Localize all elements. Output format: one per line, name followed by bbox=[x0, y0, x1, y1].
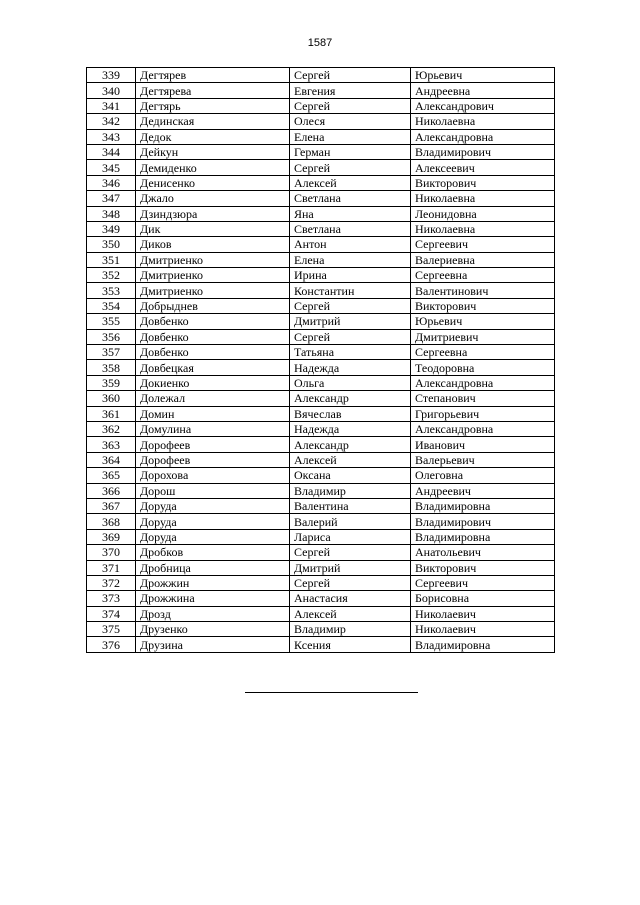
patronymic-cell: Викторович bbox=[411, 175, 555, 190]
last-name-cell: Доруда bbox=[136, 498, 290, 513]
table-row bbox=[87, 637, 555, 652]
row-number-cell: 370 bbox=[87, 545, 136, 560]
table-row bbox=[87, 160, 555, 175]
patronymic-cell: Сергеевич bbox=[411, 237, 555, 252]
first-name-cell: Надежда bbox=[290, 360, 411, 375]
table-row bbox=[87, 68, 555, 83]
table-row bbox=[87, 375, 555, 390]
end-divider-line bbox=[245, 692, 418, 693]
last-name-cell: Дегтярь bbox=[136, 98, 290, 113]
first-name-cell: Олеся bbox=[290, 114, 411, 129]
row-number-cell: 372 bbox=[87, 575, 136, 590]
patronymic-cell: Николаевна bbox=[411, 191, 555, 206]
names-table-body bbox=[87, 68, 555, 653]
row-number-cell: 362 bbox=[87, 421, 136, 436]
table-row bbox=[87, 345, 555, 360]
last-name-cell: Дорош bbox=[136, 483, 290, 498]
patronymic-cell: Леонидовна bbox=[411, 206, 555, 221]
table-row bbox=[87, 452, 555, 467]
row-number-cell: 368 bbox=[87, 514, 136, 529]
first-name-cell: Дмитрий bbox=[290, 314, 411, 329]
row-number-cell: 371 bbox=[87, 560, 136, 575]
last-name-cell: Дрожжин bbox=[136, 575, 290, 590]
last-name-cell: Дрозд bbox=[136, 606, 290, 621]
first-name-cell: Светлана bbox=[290, 221, 411, 236]
row-number-cell: 367 bbox=[87, 498, 136, 513]
table-row bbox=[87, 298, 555, 313]
page-number: 1587 bbox=[307, 37, 333, 49]
table-row bbox=[87, 560, 555, 575]
patronymic-cell: Владимировна bbox=[411, 637, 555, 652]
last-name-cell: Дорофеев bbox=[136, 452, 290, 467]
table-row bbox=[87, 591, 555, 606]
patronymic-cell: Владимирович bbox=[411, 514, 555, 529]
patronymic-cell: Андреевич bbox=[411, 483, 555, 498]
row-number-cell: 345 bbox=[87, 160, 136, 175]
patronymic-cell: Борисовна bbox=[411, 591, 555, 606]
row-number-cell: 359 bbox=[87, 375, 136, 390]
row-number-cell: 348 bbox=[87, 206, 136, 221]
patronymic-cell: Алексеевич bbox=[411, 160, 555, 175]
patronymic-cell: Григорьевич bbox=[411, 406, 555, 421]
patronymic-cell: Степанович bbox=[411, 391, 555, 406]
patronymic-cell: Дмитриевич bbox=[411, 329, 555, 344]
patronymic-cell: Александровна bbox=[411, 375, 555, 390]
row-number-cell: 363 bbox=[87, 437, 136, 452]
last-name-cell: Дрожжина bbox=[136, 591, 290, 606]
first-name-cell: Ирина bbox=[290, 268, 411, 283]
last-name-cell: Дробков bbox=[136, 545, 290, 560]
last-name-cell: Дзиндзюра bbox=[136, 206, 290, 221]
last-name-cell: Довбенко bbox=[136, 329, 290, 344]
first-name-cell: Вячеслав bbox=[290, 406, 411, 421]
last-name-cell: Домин bbox=[136, 406, 290, 421]
table-row bbox=[87, 314, 555, 329]
last-name-cell: Долежал bbox=[136, 391, 290, 406]
first-name-cell: Дмитрий bbox=[290, 560, 411, 575]
first-name-cell: Сергей bbox=[290, 98, 411, 113]
last-name-cell: Джало bbox=[136, 191, 290, 206]
last-name-cell: Домулина bbox=[136, 421, 290, 436]
first-name-cell: Сергей bbox=[290, 575, 411, 590]
patronymic-cell: Валерьевич bbox=[411, 452, 555, 467]
table-row bbox=[87, 575, 555, 590]
last-name-cell: Дедок bbox=[136, 129, 290, 144]
first-name-cell: Евгения bbox=[290, 83, 411, 98]
first-name-cell: Надежда bbox=[290, 421, 411, 436]
first-name-cell: Константин bbox=[290, 283, 411, 298]
patronymic-cell: Юрьевич bbox=[411, 68, 555, 83]
first-name-cell: Оксана bbox=[290, 468, 411, 483]
last-name-cell: Дробница bbox=[136, 560, 290, 575]
table-row bbox=[87, 406, 555, 421]
table-row bbox=[87, 498, 555, 513]
patronymic-cell: Александрович bbox=[411, 98, 555, 113]
patronymic-cell: Викторович bbox=[411, 298, 555, 313]
first-name-cell: Сергей bbox=[290, 160, 411, 175]
row-number-cell: 365 bbox=[87, 468, 136, 483]
table-row bbox=[87, 391, 555, 406]
row-number-cell: 347 bbox=[87, 191, 136, 206]
patronymic-cell: Викторович bbox=[411, 560, 555, 575]
row-number-cell: 355 bbox=[87, 314, 136, 329]
first-name-cell: Сергей bbox=[290, 298, 411, 313]
row-number-cell: 354 bbox=[87, 298, 136, 313]
table-row bbox=[87, 545, 555, 560]
table-row bbox=[87, 114, 555, 129]
first-name-cell: Герман bbox=[290, 144, 411, 159]
table-row bbox=[87, 252, 555, 267]
row-number-cell: 358 bbox=[87, 360, 136, 375]
table-row bbox=[87, 175, 555, 190]
table-row bbox=[87, 237, 555, 252]
first-name-cell: Алексей bbox=[290, 606, 411, 621]
last-name-cell: Дегтярев bbox=[136, 68, 290, 83]
row-number-cell: 341 bbox=[87, 98, 136, 113]
patronymic-cell: Николаевич bbox=[411, 622, 555, 637]
table-row bbox=[87, 421, 555, 436]
last-name-cell: Докиенко bbox=[136, 375, 290, 390]
patronymic-cell: Сергеевич bbox=[411, 575, 555, 590]
row-number-cell: 351 bbox=[87, 252, 136, 267]
patronymic-cell: Николаевна bbox=[411, 221, 555, 236]
row-number-cell: 369 bbox=[87, 529, 136, 544]
first-name-cell: Алексей bbox=[290, 175, 411, 190]
table-row bbox=[87, 221, 555, 236]
last-name-cell: Дмитриенко bbox=[136, 252, 290, 267]
table-row bbox=[87, 529, 555, 544]
last-name-cell: Демиденко bbox=[136, 160, 290, 175]
table-row bbox=[87, 514, 555, 529]
table-row bbox=[87, 98, 555, 113]
patronymic-cell: Владимировна bbox=[411, 529, 555, 544]
last-name-cell: Довбенко bbox=[136, 314, 290, 329]
table-row bbox=[87, 606, 555, 621]
first-name-cell: Валентина bbox=[290, 498, 411, 513]
patronymic-cell: Юрьевич bbox=[411, 314, 555, 329]
row-number-cell: 344 bbox=[87, 144, 136, 159]
patronymic-cell: Сергеевна bbox=[411, 345, 555, 360]
table-row bbox=[87, 206, 555, 221]
names-table bbox=[86, 67, 555, 653]
row-number-cell: 373 bbox=[87, 591, 136, 606]
row-number-cell: 375 bbox=[87, 622, 136, 637]
table-row bbox=[87, 437, 555, 452]
first-name-cell: Валерий bbox=[290, 514, 411, 529]
last-name-cell: Доруда bbox=[136, 529, 290, 544]
first-name-cell: Елена bbox=[290, 129, 411, 144]
last-name-cell: Дейкун bbox=[136, 144, 290, 159]
last-name-cell: Довбенко bbox=[136, 345, 290, 360]
first-name-cell: Лариса bbox=[290, 529, 411, 544]
last-name-cell: Дорохова bbox=[136, 468, 290, 483]
table-row bbox=[87, 360, 555, 375]
patronymic-cell: Валериевна bbox=[411, 252, 555, 267]
row-number-cell: 343 bbox=[87, 129, 136, 144]
first-name-cell: Сергей bbox=[290, 68, 411, 83]
row-number-cell: 364 bbox=[87, 452, 136, 467]
row-number-cell: 340 bbox=[87, 83, 136, 98]
table-row bbox=[87, 622, 555, 637]
row-number-cell: 346 bbox=[87, 175, 136, 190]
last-name-cell: Дмитриенко bbox=[136, 268, 290, 283]
row-number-cell: 349 bbox=[87, 221, 136, 236]
row-number-cell: 361 bbox=[87, 406, 136, 421]
table-row bbox=[87, 83, 555, 98]
row-number-cell: 366 bbox=[87, 483, 136, 498]
row-number-cell: 376 bbox=[87, 637, 136, 652]
row-number-cell: 357 bbox=[87, 345, 136, 360]
first-name-cell: Сергей bbox=[290, 329, 411, 344]
last-name-cell: Дединская bbox=[136, 114, 290, 129]
first-name-cell: Александр bbox=[290, 437, 411, 452]
patronymic-cell: Андреевна bbox=[411, 83, 555, 98]
table-row bbox=[87, 483, 555, 498]
row-number-cell: 352 bbox=[87, 268, 136, 283]
last-name-cell: Дегтярева bbox=[136, 83, 290, 98]
last-name-cell: Друзина bbox=[136, 637, 290, 652]
table-row bbox=[87, 144, 555, 159]
patronymic-cell: Александровна bbox=[411, 129, 555, 144]
patronymic-cell: Иванович bbox=[411, 437, 555, 452]
first-name-cell: Сергей bbox=[290, 545, 411, 560]
first-name-cell: Владимир bbox=[290, 483, 411, 498]
first-name-cell: Светлана bbox=[290, 191, 411, 206]
first-name-cell: Ксения bbox=[290, 637, 411, 652]
row-number-cell: 353 bbox=[87, 283, 136, 298]
table-row bbox=[87, 268, 555, 283]
table-row bbox=[87, 283, 555, 298]
first-name-cell: Александр bbox=[290, 391, 411, 406]
row-number-cell: 342 bbox=[87, 114, 136, 129]
first-name-cell: Елена bbox=[290, 252, 411, 267]
patronymic-cell: Николаевич bbox=[411, 606, 555, 621]
table-row bbox=[87, 468, 555, 483]
patronymic-cell: Анатольевич bbox=[411, 545, 555, 560]
row-number-cell: 374 bbox=[87, 606, 136, 621]
row-number-cell: 360 bbox=[87, 391, 136, 406]
table-row bbox=[87, 129, 555, 144]
first-name-cell: Алексей bbox=[290, 452, 411, 467]
last-name-cell: Добрыднев bbox=[136, 298, 290, 313]
patronymic-cell: Сергеевна bbox=[411, 268, 555, 283]
first-name-cell: Антон bbox=[290, 237, 411, 252]
patronymic-cell: Владимировна bbox=[411, 498, 555, 513]
first-name-cell: Яна bbox=[290, 206, 411, 221]
patronymic-cell: Владимирович bbox=[411, 144, 555, 159]
patronymic-cell: Александровна bbox=[411, 421, 555, 436]
last-name-cell: Довбецкая bbox=[136, 360, 290, 375]
table-row bbox=[87, 329, 555, 344]
row-number-cell: 356 bbox=[87, 329, 136, 344]
patronymic-cell: Теодоровна bbox=[411, 360, 555, 375]
table-row bbox=[87, 191, 555, 206]
last-name-cell: Дик bbox=[136, 221, 290, 236]
last-name-cell: Друзенко bbox=[136, 622, 290, 637]
first-name-cell: Ольга bbox=[290, 375, 411, 390]
first-name-cell: Татьяна bbox=[290, 345, 411, 360]
first-name-cell: Анастасия bbox=[290, 591, 411, 606]
patronymic-cell: Николаевна bbox=[411, 114, 555, 129]
patronymic-cell: Олеговна bbox=[411, 468, 555, 483]
last-name-cell: Доруда bbox=[136, 514, 290, 529]
row-number-cell: 339 bbox=[87, 68, 136, 83]
last-name-cell: Диков bbox=[136, 237, 290, 252]
first-name-cell: Владимир bbox=[290, 622, 411, 637]
last-name-cell: Дорофеев bbox=[136, 437, 290, 452]
last-name-cell: Денисенко bbox=[136, 175, 290, 190]
last-name-cell: Дмитриенко bbox=[136, 283, 290, 298]
patronymic-cell: Валентинович bbox=[411, 283, 555, 298]
row-number-cell: 350 bbox=[87, 237, 136, 252]
